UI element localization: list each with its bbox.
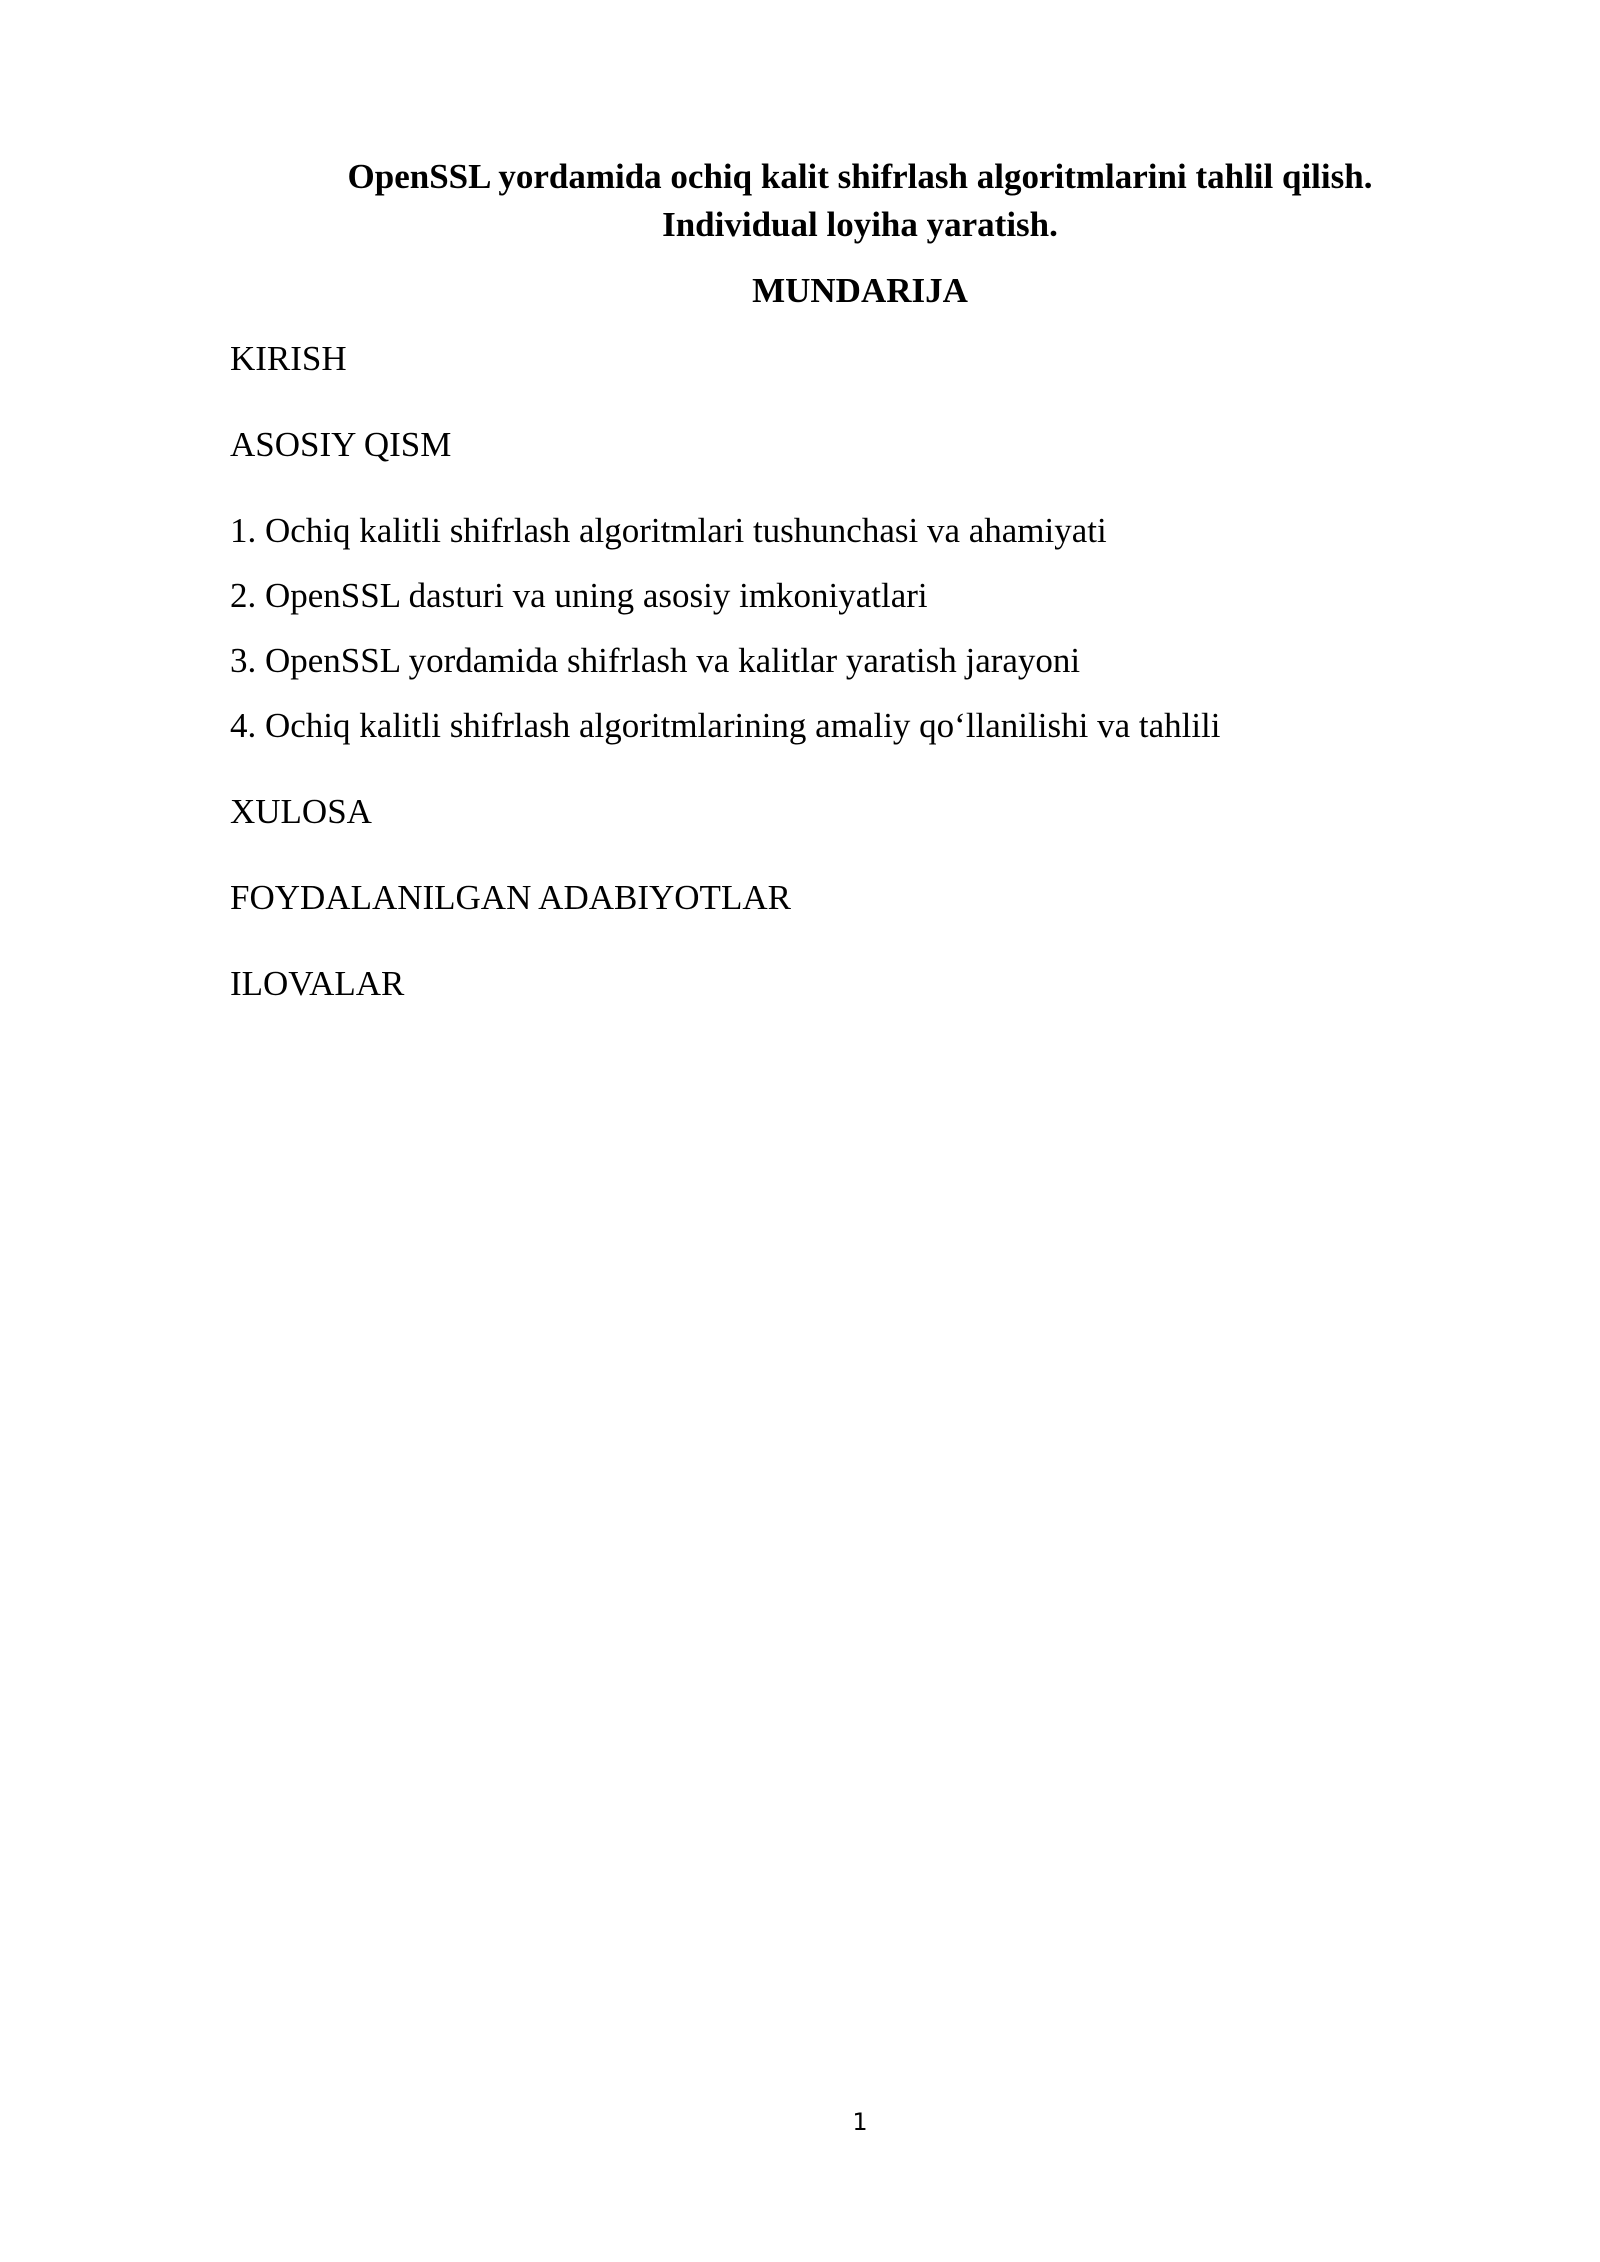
toc-entry-section-2: 2. OpenSSL dasturi va uning asosiy imkoniyatlari xyxy=(230,576,928,615)
toc-entry-appendices: ILOVALAR xyxy=(230,964,405,1003)
document-title-line-2: Individual loyiha yaratish. xyxy=(662,205,1058,244)
contents-heading: MUNDARIJA xyxy=(752,271,968,310)
toc-entry-main-part: ASOSIY QISM xyxy=(230,425,452,464)
toc-entry-references: FOYDALANILGAN ADABIYOTLAR xyxy=(230,878,791,917)
toc-entry-section-1: 1. Ochiq kalitli shifrlash algoritmlari tushunchasi va ahamiyati xyxy=(230,511,1107,550)
page-number: 1 xyxy=(852,2108,868,2136)
toc-entry-introduction: KIRISH xyxy=(230,339,347,378)
toc-entry-section-3: 3. OpenSSL yordamida shifrlash va kalitlar yaratish jarayoni xyxy=(230,641,1081,680)
document-title-line-1: OpenSSL yordamida ochiq kalit shifrlash algoritmlarini tahlil qilish. xyxy=(347,157,1373,196)
toc-entry-section-4: 4. Ochiq kalitli shifrlash algoritmlarining amaliy qo‘llanilishi va tahlili xyxy=(230,706,1221,745)
toc-entry-conclusion: XULOSA xyxy=(230,792,372,831)
